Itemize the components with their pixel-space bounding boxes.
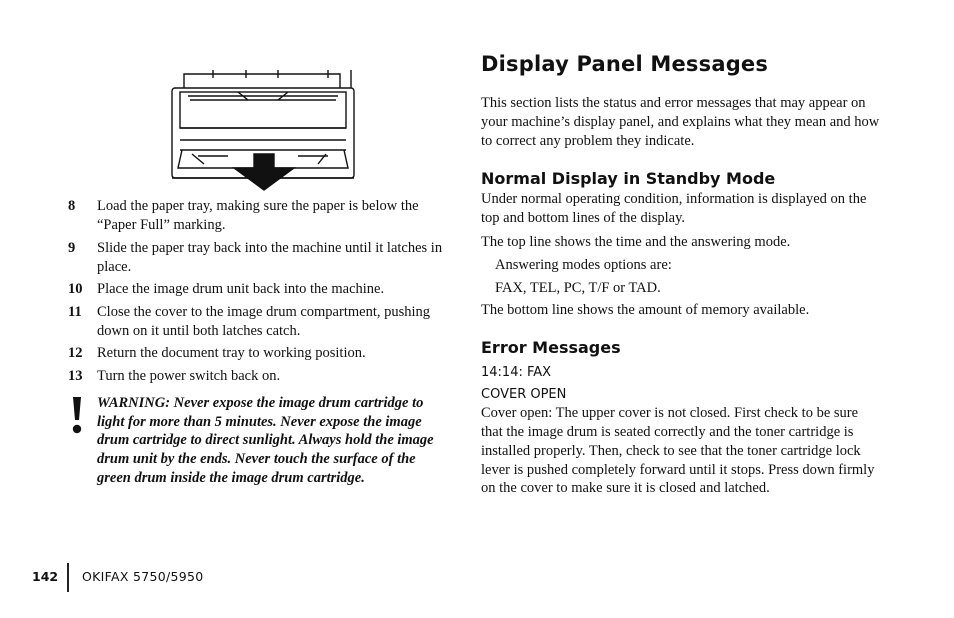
footer-divider <box>67 563 69 592</box>
step-number: 13 <box>68 367 83 384</box>
list-item <box>68 367 453 386</box>
warning-block <box>68 394 453 488</box>
answering-modes-list: FAX, TEL, PC, T/F or TAD. <box>495 279 661 296</box>
list-item <box>68 239 453 277</box>
top-line-paragraph: The top line shows the time and the answering mode. <box>481 233 791 250</box>
step-text: Load the paper tray, making sure the paper is below the “Paper Full” marking. <box>97 198 419 233</box>
display-line-2: COVER OPEN <box>481 387 567 403</box>
fax-machine-illustration <box>168 68 358 192</box>
step-number: 11 <box>68 303 82 320</box>
standby-paragraph: Under normal operating condition, information is displayed on the top and bottom lines of the display. <box>481 191 867 227</box>
standby-heading: Normal Display in Standby Mode <box>481 169 776 189</box>
display-messages-section <box>481 48 881 498</box>
page-number: 142 <box>32 569 59 584</box>
step-list <box>68 197 453 389</box>
step-text: Turn the power switch back on. <box>97 367 281 384</box>
list-item <box>68 197 453 235</box>
display-line-1: 14:14: FAX <box>481 365 552 381</box>
step-text: Place the image drum unit back into the machine. <box>97 281 385 297</box>
list-item <box>68 280 453 299</box>
page-title: Display Panel Messages <box>481 52 769 76</box>
list-item <box>68 303 453 341</box>
answering-modes-label: Answering modes options are: <box>495 256 672 273</box>
footer-title: OKIFAX 5750/5950 <box>82 569 204 584</box>
error-messages-heading: Error Messages <box>481 338 621 358</box>
list-item <box>68 344 453 363</box>
step-number: 9 <box>68 239 76 256</box>
step-text: Close the cover to the image drum compartment, pushing down on it until both latches catch. <box>97 303 431 339</box>
step-text: Slide the paper tray back into the machine until it latches in place. <box>97 239 443 275</box>
step-number: 10 <box>68 281 83 297</box>
warning-text: WARNING: Never expose the image drum cartridge to light for more than 5 minutes. Never expose the image drum cartridge to direct sunlight. Always hold the image drum unit by the ends. Never touch the surface of the green drum inside the image drum cartridge. <box>97 395 434 486</box>
bottom-line-paragraph: The bottom line shows the amount of memory available. <box>481 302 810 319</box>
exclamation-icon <box>68 394 97 488</box>
step-number: 8 <box>68 198 76 214</box>
fax-machine-paper-tray-icon <box>168 68 358 192</box>
step-number: 12 <box>68 345 83 361</box>
intro-paragraph: This section lists the status and error messages that may appear on your machine’s display panel, and explains what they mean and how to correct any problem they indicate. <box>481 95 880 149</box>
cover-open-explanation: Cover open: The upper cover is not closed. First check to be sure that the image drum is seated correctly and the toner cartridge is installed properly. Then, check to see that the toner cartridge lock lever is pushed completely forward until it stops. Press down firmly on the cover to make sure it is closed and latched. <box>481 405 875 497</box>
step-text: Return the document tray to working position. <box>97 345 366 361</box>
